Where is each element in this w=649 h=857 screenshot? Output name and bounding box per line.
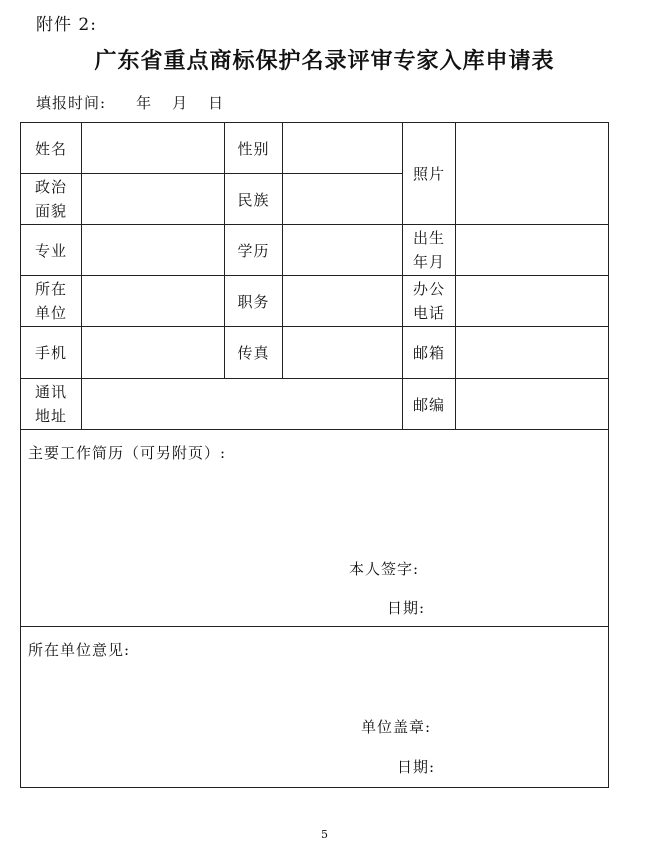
political-status-label [21, 174, 82, 225]
photo-cell[interactable] [456, 123, 609, 225]
fill-time-year: 年 [136, 94, 153, 112]
political-label-line1: 政治 [34, 178, 67, 196]
mobile-label: 手机 [21, 327, 82, 379]
birth-date-value-cell[interactable] [456, 225, 609, 276]
fill-time-row [36, 92, 224, 113]
email-value-cell[interactable] [456, 327, 609, 379]
office-phone-label-line1: 办公 [412, 280, 445, 298]
birth-label-line1: 出生 [412, 229, 445, 247]
office-phone-value-cell[interactable] [456, 276, 609, 327]
mobile-value-cell[interactable] [82, 327, 225, 379]
education-label: 学历 [225, 225, 283, 276]
application-form-table [20, 122, 609, 788]
name-label: 姓名 [21, 123, 82, 174]
ethnicity-value-cell[interactable] [283, 174, 403, 225]
photo-label: 照片 [403, 123, 456, 225]
gender-value-cell[interactable] [283, 123, 403, 174]
postcode-label: 邮编 [403, 379, 456, 430]
work-resume-label: 主要工作简历（可另附页）: [28, 444, 227, 462]
seal-label: 单位盖章: [361, 718, 432, 736]
ethnicity-label: 民族 [225, 174, 283, 225]
employer-label [21, 276, 82, 327]
resume-date-label: 日期: [387, 599, 426, 617]
employer-label-line1: 所在 [34, 280, 67, 298]
fill-time-day: 日 [208, 94, 225, 112]
employer-value-cell[interactable] [82, 276, 225, 327]
postcode-value-cell[interactable] [456, 379, 609, 430]
fill-time-month: 月 [172, 94, 189, 112]
form-title: 广东省重点商标保护名录评审专家入库申请表 [94, 48, 555, 74]
birth-label-line2: 年月 [412, 253, 445, 271]
opinion-date-label: 日期: [397, 758, 436, 776]
birth-date-label [403, 225, 456, 276]
fax-value-cell[interactable] [283, 327, 403, 379]
address-value-cell[interactable] [82, 379, 403, 430]
major-value-cell[interactable] [82, 225, 225, 276]
office-phone-label-line2: 电话 [412, 304, 445, 322]
email-label: 邮箱 [403, 327, 456, 379]
employer-label-line2: 单位 [34, 304, 67, 322]
employer-opinion-cell[interactable] [21, 627, 609, 788]
education-value-cell[interactable] [283, 225, 403, 276]
name-value-cell[interactable] [82, 123, 225, 174]
address-label [21, 379, 82, 430]
address-label-line1: 通讯 [34, 383, 67, 401]
position-label: 职务 [225, 276, 283, 327]
employer-opinion-label: 所在单位意见: [28, 641, 131, 659]
page-number: 5 [321, 828, 328, 841]
major-label: 专业 [21, 225, 82, 276]
attachment-label: 附件 2: [36, 15, 97, 35]
position-value-cell[interactable] [283, 276, 403, 327]
political-label-line2: 面貌 [34, 202, 67, 220]
address-label-line2: 地址 [34, 407, 67, 425]
office-phone-label [403, 276, 456, 327]
signature-label: 本人签字: [349, 560, 420, 578]
political-status-value-cell[interactable] [82, 174, 225, 225]
fill-time-label: 填报时间: [36, 94, 107, 112]
work-resume-cell[interactable] [21, 430, 609, 627]
fax-label: 传真 [225, 327, 283, 379]
gender-label: 性别 [225, 123, 283, 174]
